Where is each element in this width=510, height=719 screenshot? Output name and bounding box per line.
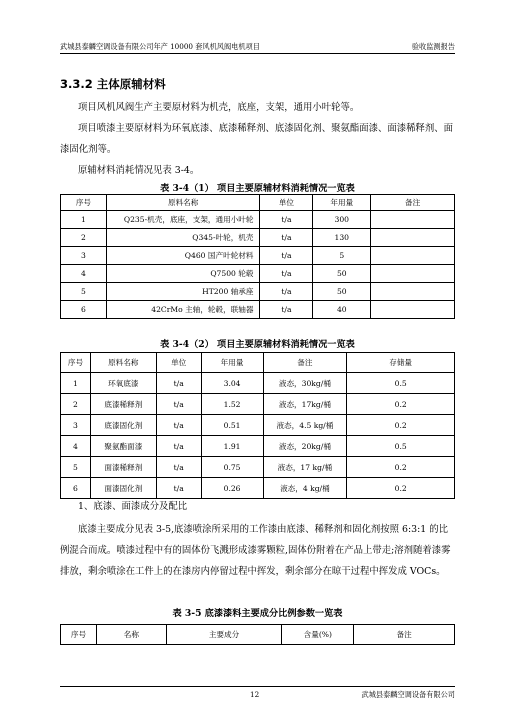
table-cell: t/a <box>156 373 201 394</box>
footer-company: 武城县泰麟空调设备有限公司 <box>361 690 455 699</box>
table-cell: t/a <box>156 478 201 499</box>
table-cell: 液态，17 kg/桶 <box>263 457 347 478</box>
table-cell <box>371 265 455 283</box>
header-cell: 单位 <box>260 195 313 211</box>
header-cell: 年用量 <box>201 353 263 373</box>
table-cell: 液态，4.5 kg/桶 <box>263 415 347 436</box>
header-cell: 年用量 <box>313 195 371 211</box>
table-row <box>61 301 455 319</box>
table-cell: 4 <box>61 265 107 283</box>
table-cell: 3 <box>61 415 91 436</box>
subheading-paint-composition: 1、底漆、面漆成分及配比 <box>78 501 188 512</box>
paragraph-main-materials: 项目风机风阀生产主要原材料为机壳，底座，支架，通用小叶轮等。 <box>78 102 360 113</box>
table-cell: 6 <box>61 478 91 499</box>
table-cell: 5 <box>61 283 107 301</box>
table-cell: t/a <box>260 247 313 265</box>
header-cell: 含量(%) <box>282 625 354 645</box>
table-cell: 0.2 <box>347 478 455 499</box>
table2-paint-materials <box>60 352 455 499</box>
table-cell: 3 <box>61 247 107 265</box>
table-cell: 0.75 <box>201 457 263 478</box>
table-cell: 底漆稀释剂 <box>90 394 156 415</box>
table-cell: t/a <box>260 211 313 229</box>
table-cell: 面漆稀释剂 <box>90 457 156 478</box>
table-cell: 40 <box>313 301 371 319</box>
table-cell: 4 <box>61 436 91 457</box>
paragraph-table-reference: 原辅材料消耗情况见表 3-4。 <box>78 165 200 176</box>
paragraph-primer-composition: 底漆主要成分见表 3-5,底漆喷涂所采用的工作漆由底漆、稀释剂和固化剂按照 6:3:1 的比例混合而成。喷漆过程中有的固体份飞溅形成漆雾颗粒,固体份附着在产品上带走;溶剂随着漆雾排放，剩余喷涂在工件上的在漆房内停留过程中挥发，剩余部分在晾干过程中挥发成 VOCs。 <box>60 524 451 577</box>
table-cell <box>371 247 455 265</box>
table-cell: 1.91 <box>201 436 263 457</box>
header-cell: 序号 <box>61 625 97 645</box>
table-cell <box>371 301 455 319</box>
table-cell: Q460 国产叶轮材料 <box>106 247 260 265</box>
header-cell: 主要成分 <box>166 625 282 645</box>
section-title: 3.3.2 主体原辅材料 <box>60 77 166 91</box>
header-cell: 备注 <box>354 625 455 645</box>
table-cell: 聚氨酯面漆 <box>90 436 156 457</box>
table-cell: 液态，4 kg/桶 <box>263 478 347 499</box>
table-cell: 1.52 <box>201 394 263 415</box>
header-cell: 原料名称 <box>106 195 260 211</box>
table-header-row <box>61 625 455 645</box>
header-cell: 单位 <box>156 353 201 373</box>
table-header-row <box>61 195 455 211</box>
table-cell <box>371 211 455 229</box>
table-cell: 42CrMo 主轴，轮毂，联轴器 <box>106 301 260 319</box>
table-cell: 300 <box>313 211 371 229</box>
table-cell <box>371 229 455 247</box>
table-row <box>61 247 455 265</box>
table1-caption: 表 3-4（1） 项目主要原辅材料消耗情况一览表 <box>160 183 355 194</box>
table-cell: 环氧底漆 <box>90 373 156 394</box>
table-cell: 1 <box>61 373 91 394</box>
page-footer <box>60 686 455 700</box>
table-row <box>61 457 455 478</box>
table-cell: 液态，20kg/桶 <box>263 436 347 457</box>
table-cell: t/a <box>260 229 313 247</box>
table-row <box>61 211 455 229</box>
table-cell: 面漆固化剂 <box>90 478 156 499</box>
table-cell: 液态，30kg/桶 <box>263 373 347 394</box>
table-cell: 液态，17kg/桶 <box>263 394 347 415</box>
table-cell: 0.5 <box>347 436 455 457</box>
table-cell: 0.26 <box>201 478 263 499</box>
table3-caption: 表 3-5 底漆漆料主要成分比例参数一览表 <box>172 608 343 619</box>
table-row <box>61 415 455 436</box>
table-header-row <box>61 353 455 373</box>
table-cell: 6 <box>61 301 107 319</box>
table3-primer-components <box>60 624 455 645</box>
header-cell: 序号 <box>61 195 107 211</box>
table-cell: t/a <box>156 394 201 415</box>
page-number: 12 <box>250 690 260 699</box>
paragraph-paint-materials: 项目喷漆主要原材料为环氧底漆、底漆稀释剂、底漆固化剂、聚氨酯面漆、面漆稀释剂、面漆固化剂等。 <box>60 123 454 155</box>
table-cell: 0.2 <box>347 394 455 415</box>
header-cell: 名称 <box>96 625 166 645</box>
table-row <box>61 265 455 283</box>
table-cell: 0.51 <box>201 415 263 436</box>
table-row <box>61 229 455 247</box>
table-cell: t/a <box>156 415 201 436</box>
header-cell: 存储量 <box>347 353 455 373</box>
header-report-type: 验收监测报告 <box>411 42 455 51</box>
table-cell: Q7500 轮毂 <box>106 265 260 283</box>
table-cell: 0.2 <box>347 415 455 436</box>
table-row <box>61 436 455 457</box>
table-cell: 130 <box>313 229 371 247</box>
header-cell: 备注 <box>263 353 347 373</box>
table-cell: 0.5 <box>347 373 455 394</box>
table-cell: 2 <box>61 229 107 247</box>
table-row <box>61 373 455 394</box>
header-cell: 序号 <box>61 353 91 373</box>
table2-caption: 表 3-4（2） 项目主要原辅材料消耗情况一览表 <box>160 339 355 350</box>
header-cell: 原料名称 <box>90 353 156 373</box>
table-cell: Q345-叶轮，机壳 <box>106 229 260 247</box>
table-cell: 2 <box>61 394 91 415</box>
table-cell: 50 <box>313 283 371 301</box>
table-cell: t/a <box>156 457 201 478</box>
table-cell <box>371 283 455 301</box>
table-cell: t/a <box>156 436 201 457</box>
table-cell: t/a <box>260 283 313 301</box>
table-cell: 底漆固化剂 <box>90 415 156 436</box>
table1-raw-materials <box>60 194 455 319</box>
table-cell: 5 <box>313 247 371 265</box>
table-cell: 1 <box>61 211 107 229</box>
header-cell: 备注 <box>371 195 455 211</box>
table-cell: t/a <box>260 265 313 283</box>
table-cell: 3.04 <box>201 373 263 394</box>
table-cell: 0.2 <box>347 457 455 478</box>
table-row <box>61 394 455 415</box>
table-cell: Q235-机壳，底座，支架，通用小叶轮 <box>106 211 260 229</box>
table-row <box>61 283 455 301</box>
table-cell: HT200 轴承座 <box>106 283 260 301</box>
page-header <box>60 40 455 54</box>
header-project-title: 武城县泰麟空调设备有限公司年产 10000 套风机风阀电机项目 <box>60 42 260 51</box>
table-cell: t/a <box>260 301 313 319</box>
table-cell: 50 <box>313 265 371 283</box>
table-cell: 5 <box>61 457 91 478</box>
